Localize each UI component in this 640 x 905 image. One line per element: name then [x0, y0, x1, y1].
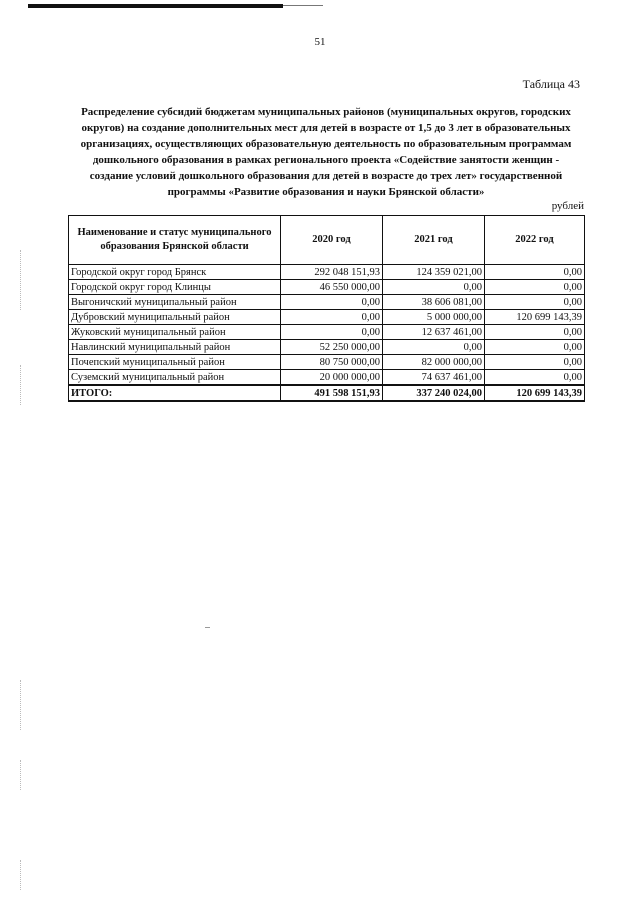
value-2020: 46 550 000,00 — [281, 280, 383, 295]
title-line: программы «Развитие образования и науки Брянской области» — [167, 186, 485, 198]
scan-margin-dots — [20, 250, 22, 310]
value-2020: 0,00 — [281, 325, 383, 340]
value-2021: 0,00 — [383, 280, 485, 295]
value-2020: 0,00 — [281, 310, 383, 325]
table-row — [69, 370, 585, 386]
total-label: ИТОГО: — [69, 385, 281, 401]
scan-top-bar — [28, 4, 283, 8]
header-2020: 2020 год — [281, 216, 383, 265]
value-2021: 124 359 021,00 — [383, 265, 485, 280]
table-row — [69, 310, 585, 325]
table-header-row — [69, 216, 585, 265]
row-name: Городской округ город Брянск — [69, 265, 281, 280]
title-line: создание условий дошкольного образования для детей в возрасте до трех лет» государственной — [89, 170, 563, 182]
value-2022: 0,00 — [485, 355, 585, 370]
value-2021: 38 606 081,00 — [383, 295, 485, 310]
value-2020: 20 000 000,00 — [281, 370, 383, 386]
value-2022: 0,00 — [485, 265, 585, 280]
value-2020: 52 250 000,00 — [281, 340, 383, 355]
table-row — [69, 295, 585, 310]
title-line: округов) на создание дополнительных мест для детей в возрасте от 1,5 до 3 лет в образовательных — [81, 122, 571, 134]
header-name: Наименование и статус муниципального образования Брянской области — [69, 216, 281, 265]
table-row — [69, 265, 585, 280]
scan-margin-dots — [20, 680, 22, 730]
value-2020: 292 048 151,93 — [281, 265, 383, 280]
value-2022: 0,00 — [485, 325, 585, 340]
value-2021: 74 637 461,00 — [383, 370, 485, 386]
table-row — [69, 340, 585, 355]
scan-speck — [205, 627, 210, 628]
value-2022: 0,00 — [485, 370, 585, 386]
table-row — [69, 280, 585, 295]
document-title — [68, 104, 584, 200]
title-line: Распределение субсидий бюджетам муниципальных районов (муниципальных округов, городских — [81, 106, 571, 118]
value-2020: 0,00 — [281, 295, 383, 310]
row-name: Навлинский муниципальный район — [69, 340, 281, 355]
scan-top-line — [283, 5, 323, 6]
unit-label: рублей — [551, 200, 584, 212]
scan-margin-dots — [20, 860, 22, 890]
total-2021: 337 240 024,00 — [383, 385, 485, 401]
total-2020: 491 598 151,93 — [281, 385, 383, 401]
table-label: Таблица 43 — [522, 77, 580, 91]
value-2022: 0,00 — [485, 340, 585, 355]
header-2022: 2022 год — [485, 216, 585, 265]
total-2022: 120 699 143,39 — [485, 385, 585, 401]
header-2021: 2021 год — [383, 216, 485, 265]
table-row — [69, 355, 585, 370]
value-2022: 0,00 — [485, 295, 585, 310]
value-2021: 0,00 — [383, 340, 485, 355]
page-number: 51 — [314, 36, 326, 48]
title-line: организациях, осуществляющих образовательную деятельность по образовательным программам — [80, 138, 572, 150]
value-2021: 82 000 000,00 — [383, 355, 485, 370]
row-name: Дубровский муниципальный район — [69, 310, 281, 325]
row-name: Жуковский муниципальный район — [69, 325, 281, 340]
scan-margin-dots — [20, 760, 22, 790]
subsidy-table — [68, 215, 585, 402]
value-2022: 120 699 143,39 — [485, 310, 585, 325]
row-name: Суземский муниципальный район — [69, 370, 281, 386]
row-name: Выгоничский муниципальный район — [69, 295, 281, 310]
scan-margin-dots — [20, 365, 22, 405]
row-name: Городской округ город Клинцы — [69, 280, 281, 295]
value-2020: 80 750 000,00 — [281, 355, 383, 370]
row-name: Почепский муниципальный район — [69, 355, 281, 370]
value-2021: 12 637 461,00 — [383, 325, 485, 340]
value-2021: 5 000 000,00 — [383, 310, 485, 325]
table-row — [69, 325, 585, 340]
value-2022: 0,00 — [485, 280, 585, 295]
title-line: дошкольного образования в рамках регионального проекта «Содействие занятости женщин - — [92, 154, 560, 166]
total-row — [69, 385, 585, 401]
